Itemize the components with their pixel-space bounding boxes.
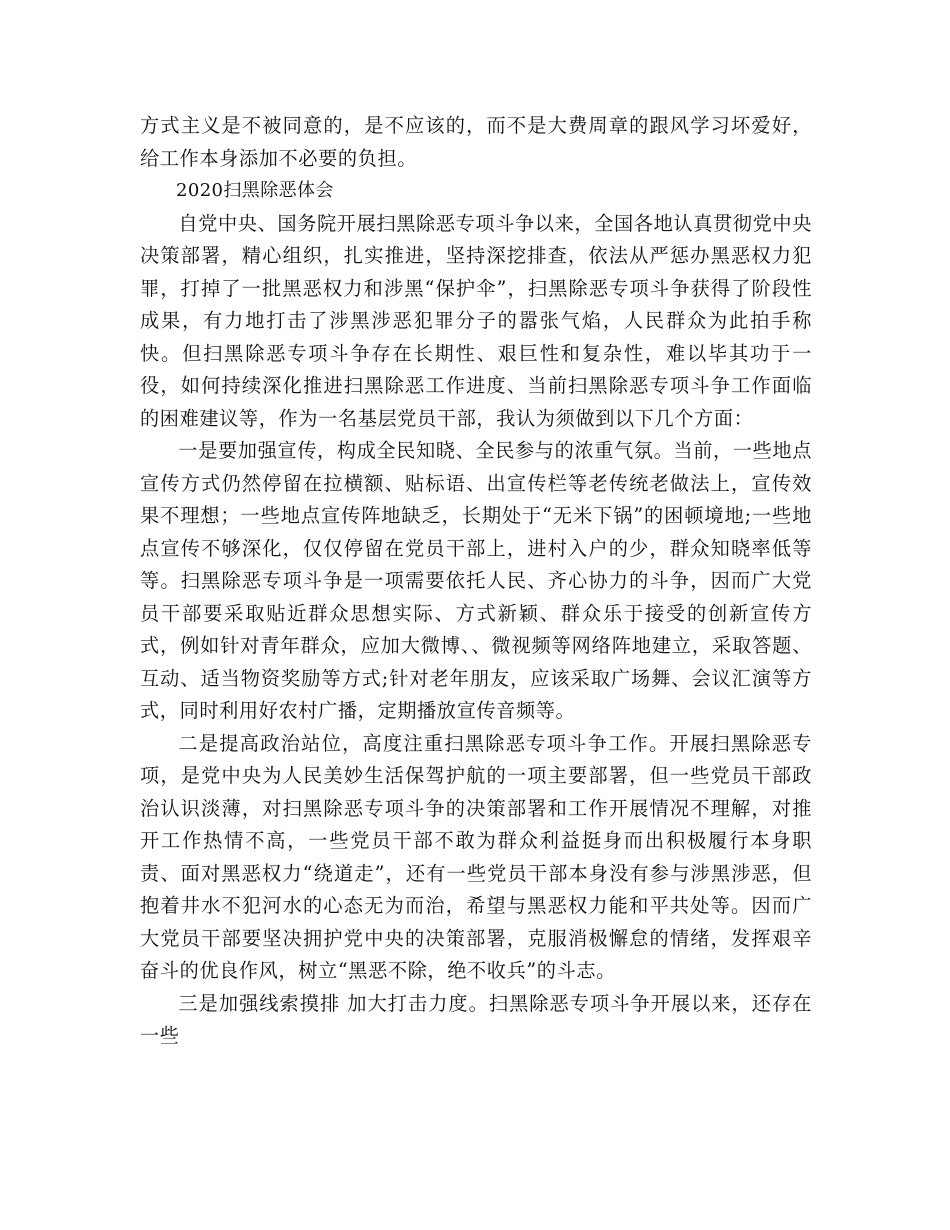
paragraph-intro: 自党中央、国务院开展扫黑除恶专项斗争以来，全国各地认真贯彻党中央决策部署，精心组织，扎实推进，坚持深挖排查，依法从严惩办黑恶权力犯罪，打掉了一批黑恶权力和涉黑“保护伞”，扫黑除恶专项斗争获得了阶段性成果，有力地打击了涉黑涉恶犯罪分子的嚣张气焰，人民群众为此拍手称快。但扫黑除恶专项斗争存在长期性、艰巨性和复杂性，难以毕其功于一役，如何持续深化推进扫黑除恶工作进度、当前扫黑除恶专项斗争工作面临的困难建议等，作为一名基层党员干部，我认为须做到以下几个方面： (140, 211, 812, 430)
paragraph-point-one: 一是要加强宣传，构成全民知晓、全民参与的浓重气氛。当前，一些地点宣传方式仍然停留在拉横额、贴标语、出宣传栏等老传统老做法上，宣传效果不理想；一些地点宣传阵地缺乏，长期处于“无米下锅”的困顿境地;一些地点宣传不够深化，仅仅停留在党员干部上，进村入户的少，群众知晓率低等等。扫黑除恶专项斗争是一项需要依托人民、齐心协力的斗争，因而广大党员干部要采取贴近群众思想实际、方式新颖、群众乐于接受的创新宣传方式，例如针对青年群众，应加大微博、、微视频等网络阵地建立，采取答题、互动、适当物资奖励等方式;针对老年朋友，应该采取广场舞、会议汇演等方式，同时利用好农村广播，定期播放宣传音频等。 (140, 439, 812, 722)
document-page (140, 110, 812, 1053)
intro-paragraph: 方式主义是不被同意的，是不应该的，而不是大费周章的跟风学习坏爱好，给工作本身添加不必要的负担。 (140, 114, 812, 170)
paragraph-point-two: 二是提高政治站位，高度注重扫黑除恶专项斗争工作。开展扫黑除恶专项，是党中央为人民美妙生活保驾护航的一项主要部署，但一些党员干部政治认识淡薄，对扫黑除恶专项斗争的决策部署和工作开展情况不理解，对推开工作热情不高，一些党员干部不敢为群众利益挺身而出积极履行本身职责、面对黑恶权力“绕道走”，还有一些党员干部本身没有参与涉黑涉恶，但抱着井水不犯河水的心态无为而治，希望与黑恶权力能和平共处等。因而广大党员干部要坚决拥护党中央的决策部署，克服消极懈怠的情绪，发挥艰辛奋斗的优良作风，树立“黑恶不除，绝不收兵”的斗志。 (140, 731, 812, 982)
document-title: 2020扫黑除恶体会 (176, 180, 334, 201)
paragraph-point-three: 三是加强线索摸排 加大打击力度。扫黑除恶专项斗争开展以来，还存在一些 (140, 991, 812, 1047)
